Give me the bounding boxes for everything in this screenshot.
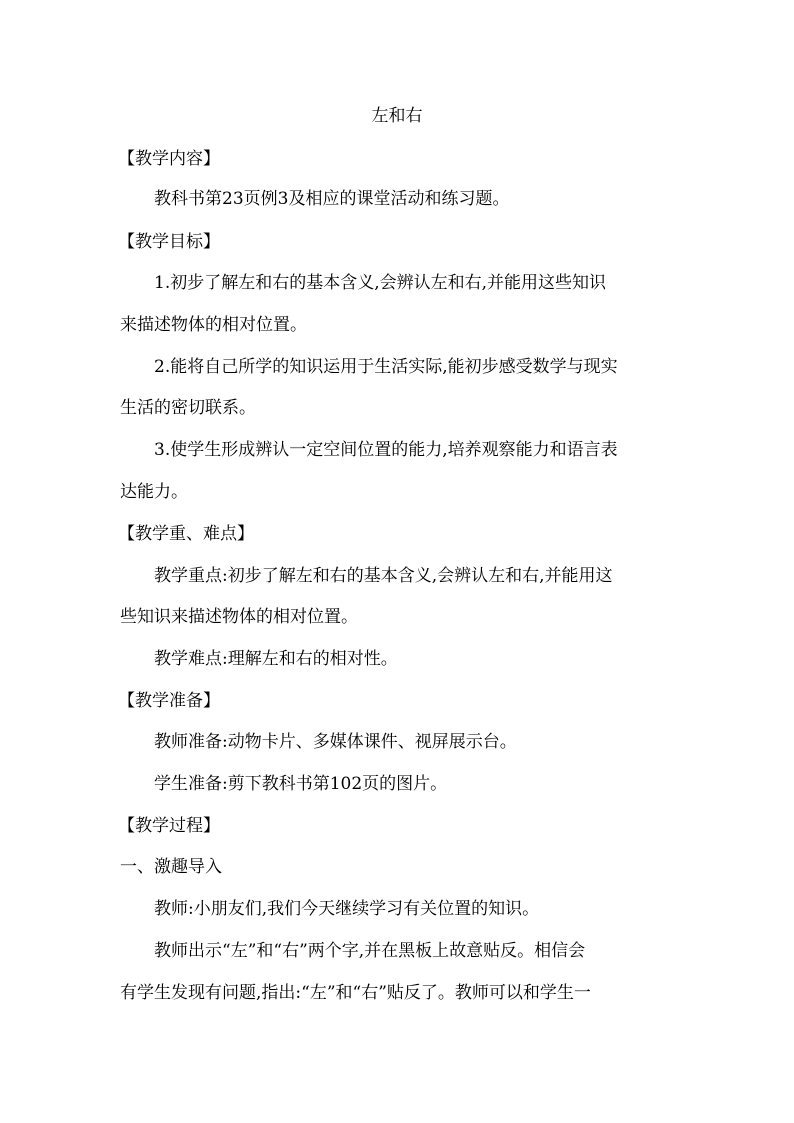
difficulty-line: 教学难点:理解左和右的相对性。 — [154, 649, 398, 669]
objective-1-line-2: 来描述物体的相对位置。 — [120, 315, 307, 335]
student-preparation: 学生准备:剪下教科书第102页的图片。 — [154, 774, 448, 794]
section-heading-objectives: 【教学目标】 — [118, 232, 220, 252]
section-heading-process: 【教学过程】 — [118, 816, 220, 836]
section-heading-preparation: 【教学准备】 — [118, 691, 220, 711]
process-paragraph-2-line-2: 有学生发现有问题,指出:“左”和“右”贴反了。教师可以和学生一 — [120, 983, 591, 1003]
paragraph-content: 教科书第23页例3及相应的课堂活动和练习题。 — [154, 189, 510, 209]
objective-1-line-1: 1.初步了解左和右的基本含义,会辨认左和右,并能用这些知识 — [154, 273, 607, 293]
teacher-preparation: 教师准备:动物卡片、多媒体课件、视屏展示台。 — [154, 732, 517, 752]
section-heading-content: 【教学内容】 — [118, 149, 220, 169]
process-part-1-heading: 一、激趣导入 — [120, 857, 222, 877]
process-paragraph-2-line-1: 教师出示“左”和“右”两个字,并在黑板上故意贴反。相信会 — [154, 941, 586, 961]
focus-line-1: 教学重点:初步了解左和右的基本含义,会辨认左和右,并能用这 — [154, 566, 613, 586]
focus-line-2: 些知识来描述物体的相对位置。 — [120, 607, 358, 627]
section-heading-key-points: 【教学重、难点】 — [118, 524, 254, 544]
objective-3-line-2: 达能力。 — [120, 482, 188, 502]
objective-2-line-1: 2.能将自己所学的知识运用于生活实际,能初步感受数学与现实 — [154, 357, 618, 377]
process-paragraph-1: 教师:小朋友们,我们今天继续学习有关位置的知识。 — [154, 899, 540, 919]
objective-3-line-1: 3.使学生形成辨认一定空间位置的能力,培养观察能力和语言表 — [154, 440, 618, 460]
page-title: 左和右 — [371, 106, 423, 126]
objective-2-line-2: 生活的密切联系。 — [120, 398, 256, 418]
